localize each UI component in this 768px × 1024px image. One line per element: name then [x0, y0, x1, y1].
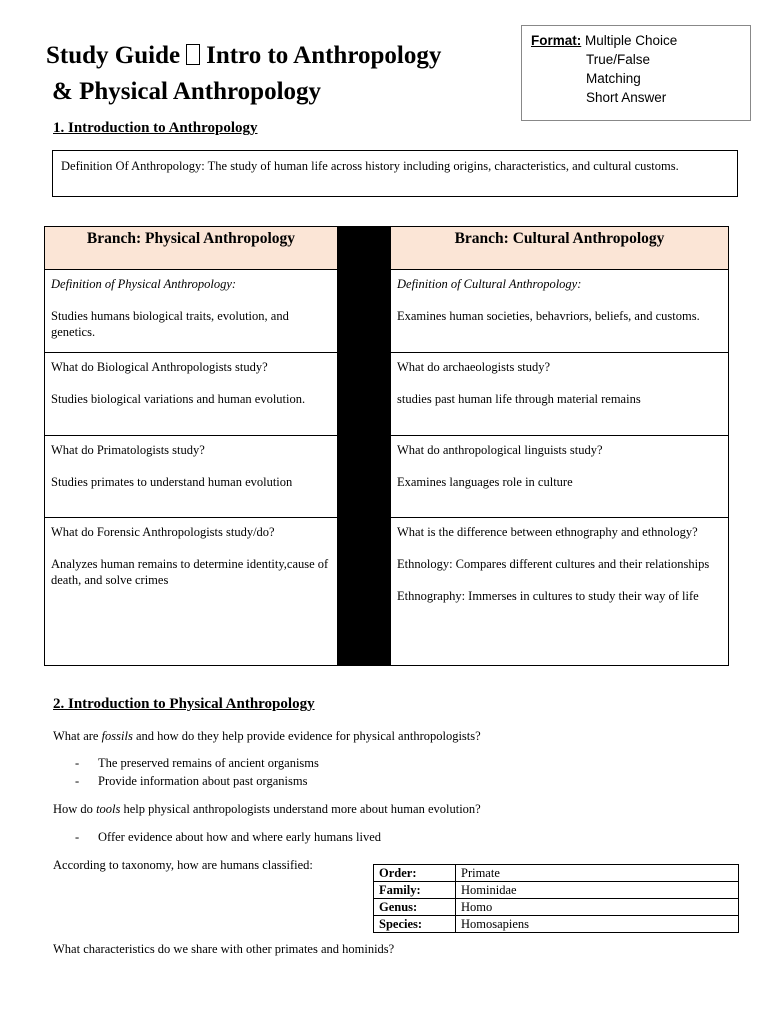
table-cell: What is the difference between ethnography and ethnology? Ethnology: Compares different cultures and their relationships Ethnography: Immerses in cultures to study their way of life: [391, 518, 729, 666]
anthropology-definition-box: Definition Of Anthropology: The study of human life across history including origins, characteristics, and cultural customs.: [52, 150, 738, 197]
section2-heading: 2. Introduction to Physical Anthropology: [53, 696, 315, 712]
table-row: Order: Primate: [374, 865, 739, 882]
table-cell: Definition of Physical Anthropology: Studies humans biological traits, evolution, and genetics.: [45, 270, 338, 353]
list-item: - Provide information about past organisms: [75, 774, 308, 788]
format-box: [521, 25, 751, 121]
format-item: True/False: [586, 52, 651, 67]
taxonomy-table: [373, 864, 739, 933]
table-row: Genus: Homo: [374, 899, 739, 916]
format-item: Short Answer: [586, 90, 667, 105]
format-item: Matching: [586, 71, 641, 86]
table-row: Family: Hominidae: [374, 882, 739, 899]
table-row: Species: Homosapiens: [374, 916, 739, 933]
characteristics-question: What characteristics do we share with other primates and hominids?: [53, 942, 395, 956]
taxonomy-question: According to taxonomy, how are humans classified:: [53, 858, 313, 872]
branch-table: [44, 226, 729, 666]
missing-glyph-icon: [186, 44, 200, 65]
table-cell: What do archaeologists study? studies past human life through material remains: [391, 353, 729, 436]
fossils-question: What are fossils and how do they help provide evidence for physical anthropologists?: [53, 729, 481, 743]
table-cell: What do anthropological linguists study? Examines languages role in culture: [391, 436, 729, 518]
table-cell: What do Forensic Anthropologists study/do? Analyzes human remains to determine identity,cause of death, and solve crimes: [45, 518, 338, 666]
list-item: - The preserved remains of ancient organisms: [75, 756, 319, 770]
list-item: - Offer evidence about how and where early humans lived: [75, 830, 381, 844]
table-cell: What do Biological Anthropologists study? Studies biological variations and human evolution.: [45, 353, 338, 436]
format-label: Format:: [531, 33, 582, 48]
cultural-branch-header: Branch: Cultural Anthropology: [391, 227, 729, 270]
divider-column: [338, 227, 391, 270]
physical-branch-header: Branch: Physical Anthropology: [45, 227, 338, 270]
format-item: Multiple Choice: [585, 33, 678, 48]
tools-question: How do tools help physical anthropologists understand more about human evolution?: [53, 802, 481, 816]
table-cell: What do Primatologists study? Studies primates to understand human evolution: [45, 436, 338, 518]
table-cell: Definition of Cultural Anthropology: Examines human societies, behavriors, beliefs, and customs.: [391, 270, 729, 353]
section1-heading: 1. Introduction to Anthropology: [53, 120, 258, 136]
page-title: Study Guide Intro to Anthropology & Physical Anthropology: [46, 42, 442, 105]
